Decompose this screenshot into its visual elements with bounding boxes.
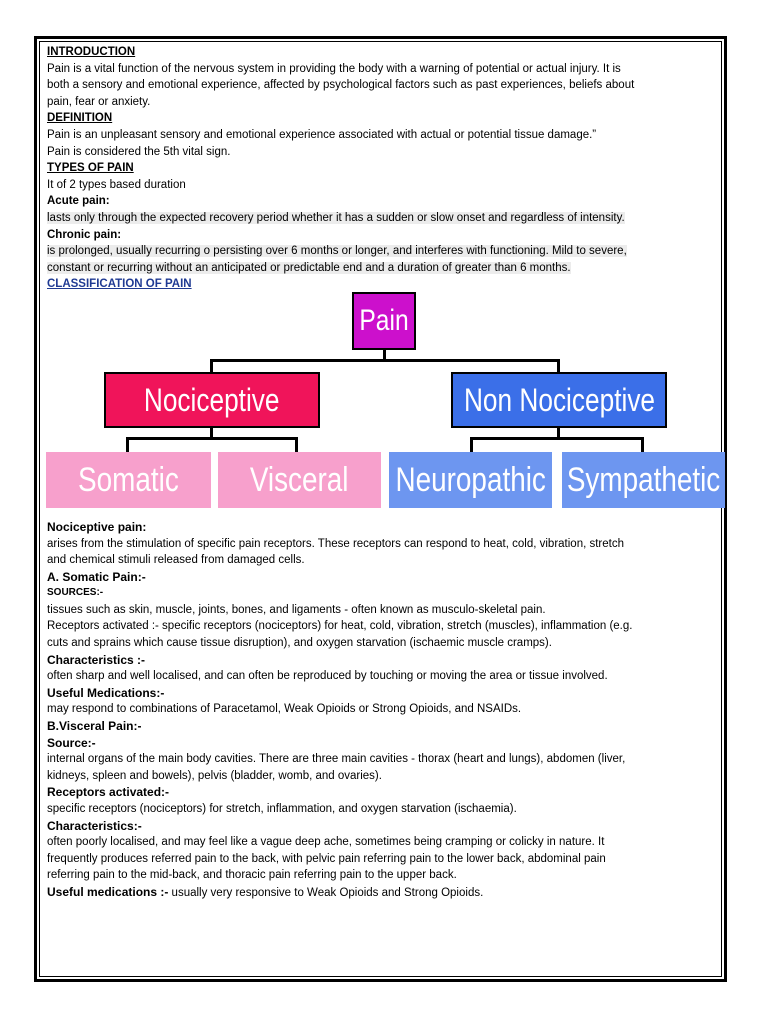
non-nociceptive-node-label: Non Nociceptive (463, 381, 655, 418)
visceral-characteristics-label: Characteristics:- (47, 818, 142, 833)
definition-heading: DEFINITION (47, 112, 113, 125)
pain-node (352, 292, 416, 350)
non-nociceptive-node (451, 372, 667, 428)
visceral-heading: B.Visceral Pain:- (47, 719, 142, 734)
chronic-pain-text: constant or recurring without an anticipated or predictable end and a duration of greater than 6 months. (47, 261, 571, 274)
visceral-source-line: kidneys, spleen and bowels), pelvis (bladder, womb, and ovaries). (47, 769, 382, 782)
visceral-medications-label: Useful medications :- (47, 884, 169, 899)
visceral-receptors-label: Receptors activated:- (47, 785, 170, 800)
sympathetic-node (562, 452, 725, 508)
chronic-pain-label: Chronic pain: (47, 228, 122, 241)
types-intro: It of 2 types based duration (47, 178, 186, 191)
visceral-characteristics-line: frequently produces referred pain to the back, with pelvic pain referring pain to the lower back, abdominal pain (47, 852, 606, 865)
acute-pain-label: Acute pain: (47, 195, 110, 208)
nociceptive-heading: Nociceptive pain: (47, 519, 147, 534)
visceral-characteristics-line: often poorly localised, and may feel like a vague deep ache, sometimes being cramping or colicky in nature. It (47, 836, 605, 849)
classification-heading: CLASSIFICATION OF PAIN (47, 278, 192, 291)
nociceptive-node (104, 372, 320, 428)
somatic-sources-text: tissues such as skin, muscle, joints, bones, and ligaments - often known as musculo-skeletal pain. (47, 603, 546, 616)
intro-line: pain, fear or anxiety. (47, 95, 151, 108)
definition-line: Pain is an unpleasant sensory and emotional experience associated with actual or potential tissue damage.” (47, 128, 597, 141)
neuropathic-node (389, 452, 552, 508)
somatic-receptors-line: Receptors activated :- specific receptors (nociceptors) for heat, cold, vibration, stretch (muscles), inflammation (e.g. (47, 620, 633, 633)
somatic-characteristics-text: often sharp and well localised, and can often be reproduced by touching or moving the area or tissue involved. (47, 670, 608, 683)
chronic-pain-text: is prolonged, usually recurring o persisting over 6 months or longer, and interferes with functioning. Mild to severe, (47, 245, 627, 258)
visceral-source-label: Source:- (47, 735, 96, 750)
definition-line: Pain is considered the 5th vital sign. (47, 145, 231, 158)
intro-line: Pain is a vital function of the nervous system in providing the body with a warning of potential or actual injury. It is (47, 62, 621, 75)
somatic-medications-label: Useful Medications:- (47, 685, 165, 700)
somatic-sources-label: SOURCES:- (47, 587, 104, 599)
visceral-node-label: Visceral (250, 460, 349, 499)
nociceptive-line: arises from the stimulation of specific pain receptors. These receptors can respond to heat, cold, vibration, stretch (47, 537, 624, 550)
intro-line: both a sensory and emotional experience, affected by psychological factors such as past experiences, beliefs about (47, 79, 635, 92)
neuropathic-node-label: Neuropathic (395, 460, 546, 499)
sympathetic-node-label: Sympathetic (566, 460, 721, 499)
visceral-source-line: internal organs of the main body cavities. There are three main cavities - thorax (heart and lungs), abdomen (liver, (47, 753, 626, 766)
nociceptive-node-label: Nociceptive (144, 381, 280, 418)
pain-node-label: Pain (359, 304, 409, 337)
types-heading: TYPES OF PAIN (47, 162, 134, 175)
somatic-node (46, 452, 211, 508)
somatic-receptors-line: cuts and sprains which cause tissue disruption), and oxygen starvation (ischaemic muscle cramps). (47, 637, 552, 650)
somatic-node-label: Somatic (78, 460, 179, 499)
visceral-characteristics-line: referring pain to the mid-back, and thoracic pain referring pain to the upper back. (47, 869, 457, 882)
somatic-medications-text: may respond to combinations of Paracetamol, Weak Opioids or Strong Opioids, and NSAIDs. (47, 703, 522, 716)
somatic-characteristics-label: Characteristics :- (47, 652, 146, 667)
visceral-receptors-text: specific receptors (nociceptors) for stretch, inflammation, and oxygen starvation (ischaemia). (47, 803, 517, 815)
acute-pain-text: lasts only through the expected recovery period whether it has a sudden or slow onset and regardless of intensity. (47, 211, 625, 224)
visceral-node (218, 452, 381, 508)
introduction-heading: INTRODUCTION (47, 46, 136, 58)
visceral-medications-text: usually very responsive to Weak Opioids and Strong Opioids. (168, 886, 484, 899)
somatic-heading: A. Somatic Pain:- (47, 569, 146, 584)
nociceptive-line: and chemical stimuli released from damaged cells. (47, 554, 305, 567)
